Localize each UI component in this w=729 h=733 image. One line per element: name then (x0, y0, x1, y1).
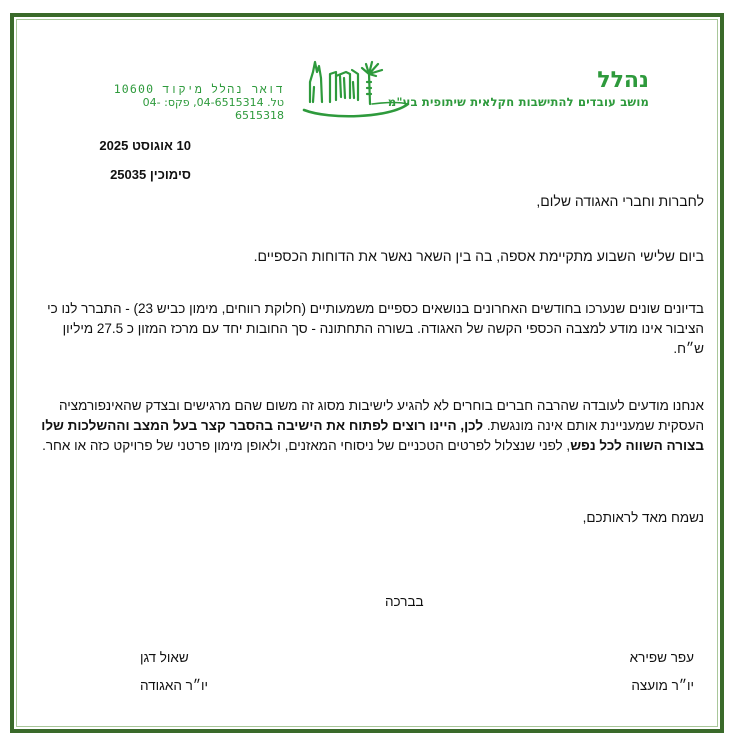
signature-name-association-chair: שאול דגן (140, 650, 189, 665)
signature-title-association-chair: יו״ר האגודה (140, 678, 209, 693)
phone-fax-line: טל. 04-6515314, פקס: 04-6515318 (142, 96, 284, 122)
greeting: לחברות וחברי האגודה שלום, (536, 193, 704, 209)
paragraph-attendance-end: , לפני שנצלול לפרטים הטכניים של ניסוחי המאזנים, ולאופן מימון פרטני של פרויקט כזה או אחר. (42, 438, 571, 453)
org-name: נהלל (597, 68, 649, 93)
org-subtitle: מושב עובדים להתישבות חקלאית שיתופית בע"מ (387, 95, 649, 109)
address-line: דואר נהלל מיקוד 10600 (113, 82, 284, 96)
letter-date: 10 אוגוסט 2025 (99, 138, 191, 153)
paragraph-attendance (38, 396, 704, 456)
closing-line: נשמח מאד לראותכם, (582, 510, 704, 525)
signature-title-council-chair: יו״ר מועצה (631, 678, 694, 693)
paragraph-finances: בדיונים שונים שנערכו בחודשים האחרונים בנושאים כספיים משמעותיים (חלוקת רווחים, מימון כביש 23) - התברר לנו כי הציבור אינו מודע למצבה הכספי הקשה של האגודה. בשורה התחתונה - סך החובות יחד עם מרכז המזון כ 27.5 מיליון ש״ח. (47, 301, 704, 356)
signature-name-council-chair: עפר שפירא (629, 650, 694, 665)
paragraph-attendance-bold: לכן, היינו רוצים לפתוח את הישיבה בהסבר קצר בעל המצב וההשלכות שלו בצורה השווה לכל נפש (41, 418, 704, 453)
reference-number: סימוכין 25035 (110, 167, 191, 182)
paragraph-attendance-start: אנחנו מודעים לעובדה שהרבה חברים בוחרים לא להגיע לישיבות מסוג זה משום שהם מרגישים ובצדק שהאינפורמציה העסקית שמעניינת אותם אינה מונגשת. (58, 398, 704, 433)
paragraph-meeting: ביום שלישי השבוע מתקיימת אספה, בה בין השאר נאשר את הדוחות הכספיים. (253, 248, 704, 264)
nahalal-logo-icon (300, 52, 415, 122)
regards: בברכה (385, 594, 424, 609)
